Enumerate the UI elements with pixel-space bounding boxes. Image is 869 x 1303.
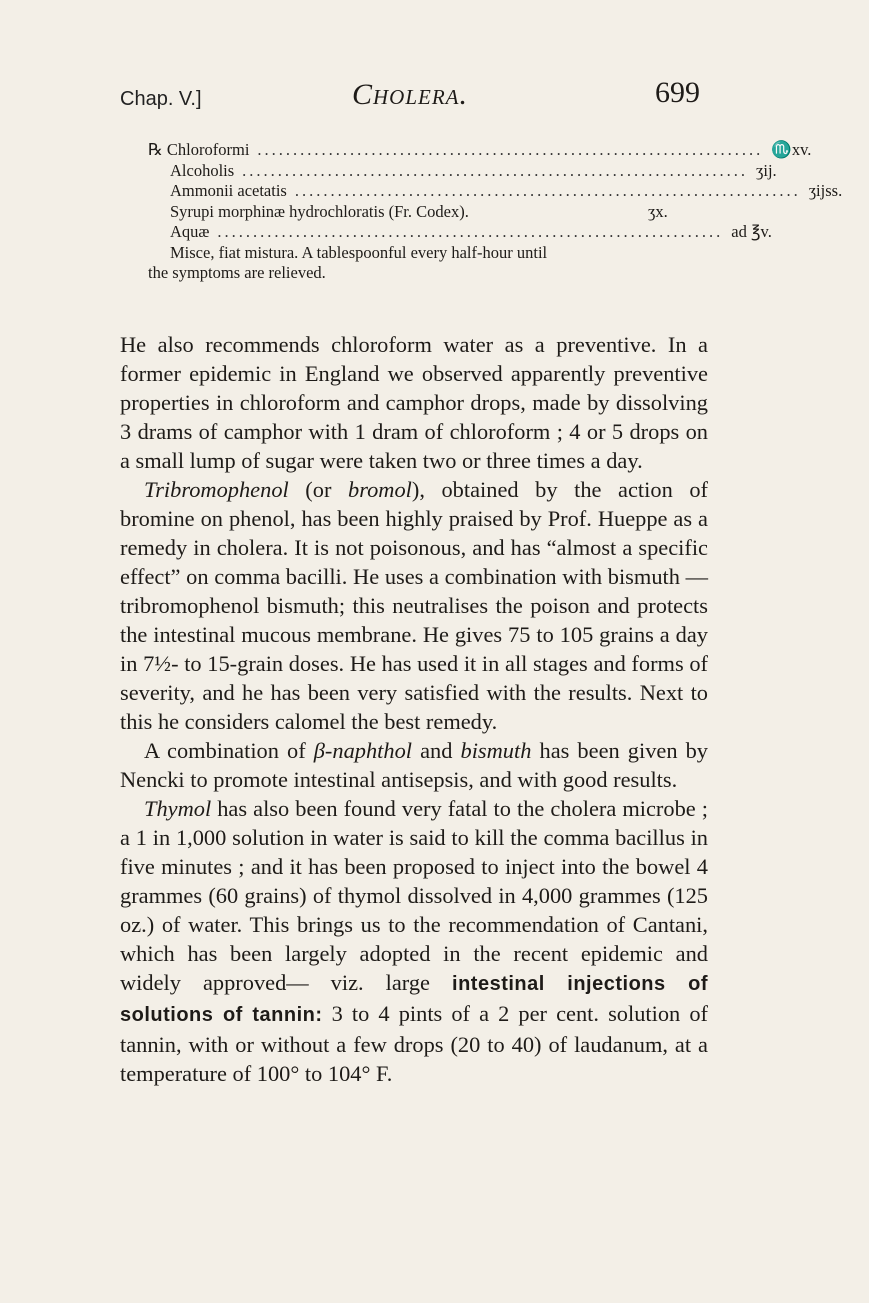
leader-dots: ....................................................................... — [294, 181, 801, 200]
ingredient-name: Ammonii acetatis — [170, 181, 287, 200]
prescription-directions: Misce, fiat mistura. A tablespoonful every half-hour until — [170, 242, 548, 262]
ingredient-name: Syrupi morphinæ hydrochloratis (Fr. Codex). — [170, 201, 469, 221]
emphasis-tannin-injections: intestinal injections of solutions of tannin: — [120, 973, 708, 1026]
paragraph — [120, 475, 708, 736]
ingredient-quantity: ʒx. — [648, 201, 668, 221]
ingredient-quantity: ʒijss. — [808, 181, 843, 200]
body-text — [120, 330, 708, 1088]
paragraph-text: has also been found very fatal to the cholera microbe ; a 1 in 1,000 solution in water is said to kill the comma bacillus in five minutes ; and it has been proposed to inject into the bowel 4 grammes (60 grains) of thymol dissolved in 4,000 grammes (125 oz.) of water. This brings us to the recommendation of Cantani, which has been largely adopted in the recent epidemic and widely approved— viz. large — [120, 796, 708, 995]
paragraph: He also recommends chloroform water as a preventive. In a former epidemic in England we observed apparently preventive properties in chloroform and camphor drops, made by dissolving 3 drams of camphor with 1 dram of chloroform ; 4 or 5 drops on a small lump of sugar were taken two or three times a day. — [120, 332, 708, 473]
prescription-row — [148, 160, 777, 182]
ingredient-name: Aquæ — [170, 222, 210, 241]
ingredient-name: Alcoholis — [170, 160, 235, 180]
prescription-row — [148, 202, 708, 223]
chapter-label: Chap. V.] — [120, 88, 202, 110]
paragraph-text: has been given by Nencki to promote intestinal antisepsis, and with good results. — [120, 738, 708, 792]
ingredient-quantity: ʒij. — [756, 160, 777, 180]
page-title: Cholera. — [351, 78, 468, 111]
leader-dots: ....................................................................... — [242, 160, 749, 180]
ingredient-name: ℞ Chloroformi — [148, 140, 250, 159]
paragraph-text: and — [412, 738, 461, 763]
leader-dots: ....................................................................... — [257, 140, 764, 159]
paragraph-text: (or — [288, 477, 348, 502]
prescription-row — [148, 140, 812, 161]
page-number: 699 — [655, 76, 700, 109]
paragraph — [120, 736, 708, 794]
term-tribromophenol: Tribromophenol — [144, 477, 289, 502]
paragraph-text: A combination of — [144, 738, 314, 763]
prescription-directions-continued: the symptoms are relieved. — [148, 263, 326, 282]
term-bromol: bromol — [348, 477, 412, 502]
term-thymol: Thymol — [144, 796, 212, 821]
term-bismuth: bismuth — [460, 738, 532, 763]
leader-dots: ....................................................................... — [217, 222, 724, 241]
prescription — [148, 140, 843, 284]
prescription-row — [148, 181, 843, 202]
prescription-row — [148, 222, 772, 243]
ingredient-quantity: ad ℥v. — [731, 222, 772, 241]
paragraph-text: ), obtained by the action of bromine on phenol, has been highly praised by Prof. Hueppe as a remedy in cholera. It is not poisonous, and has “almost a specific effect” on comma bacilli. He uses a combination with bismuth —tribromophenol bismuth; this neutralises the poison and protects the intestinal mucous membrane. He gives 75 to 105 grains a day in 7½- to 15-grain doses. He has used it in all stages and forms of severity, and he has been very satisfied with the results. Next to this he considers calomel the best remedy. — [120, 477, 708, 734]
paragraph — [120, 794, 708, 1088]
ingredient-quantity: ♏xv. — [771, 140, 812, 159]
term-beta-naphthol: β-naphthol — [313, 738, 412, 763]
paragraph-text: 3 to 4 pints of a 2 per cent. solution of tannin, with or without a few drops (20 to 40) of laudanum, at a temperature of 100° to 104° F. — [120, 1001, 708, 1086]
running-head — [120, 72, 700, 120]
